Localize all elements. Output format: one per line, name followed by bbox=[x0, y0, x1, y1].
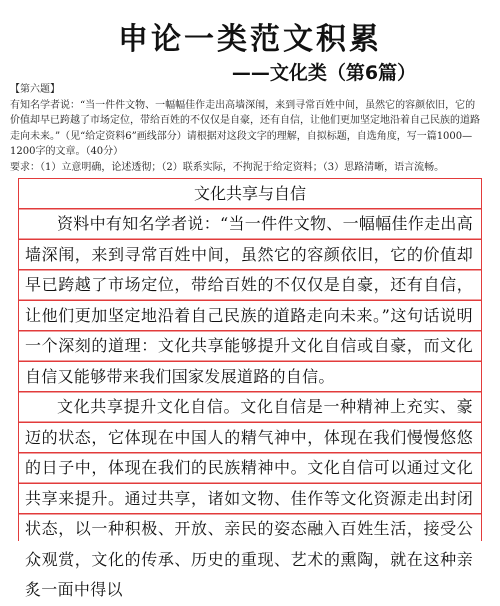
question-material: 有知名学者说：“当一件件文物、一幅幅佳作走出高墙深闱，来到寻常百姓中间，虽然它的容颜依旧，它的价值却早已跨越了市场定位，带给百姓的不仅仅是自豪，还有自信，让他们更加坚定地沿着自己民族的道路走向未来。”（见“给定资料6”画线部分）请根据对这段文字的理解，自拟标题，自选角度，写一篇1000—1200字的文章。（40分） bbox=[10, 99, 480, 157]
question-requirements: 要求：（1）立意明确，论述透彻；（2）联系实际，不拘泥于给定资料；（3）思路清晰，语言流畅。 bbox=[10, 161, 445, 173]
essay-paragraph: 资料中有知名学者说：“当一件件文物、一幅幅佳作走出高墙深闱，来到寻常百姓中间，虽然它的容颜依旧，它的价值却早已跨越了市场定位，带给百姓的不仅仅是自豪，还有自信，让他们更加坚定地沿着自己民族的道路走向未来。”这句话说明一个深刻的道理：文化共享能够提升文化自信或自豪，而文化自信又能够带来我们国家发展道路的自信。 bbox=[25, 214, 473, 386]
essay-sheet bbox=[18, 178, 482, 599]
essay-body bbox=[19, 209, 481, 606]
question-label: 【第六题】 bbox=[10, 84, 60, 95]
page-title: 申论一类范文积累 bbox=[118, 22, 382, 57]
page-subtitle: ——文化类（第6篇） bbox=[231, 62, 417, 84]
essay-paragraph: 文化共享提升文化自信。文化自信是一种精神上充实、豪迈的状态，它体现在中国人的精气神中，体现在我们慢慢悠悠的日子中，体现在我们的民族精神中。文化自信可以通过文化共享来提升。通过共享，诸如文物、佳作等文化资源走出封闭状态，以一种积极、开放、亲民的姿态融入百姓生活，接受公众观赏，文化的传承、历史的重现、艺术的熏陶，就在这种亲炙一面中得以 bbox=[25, 397, 473, 599]
question-prompt bbox=[10, 82, 482, 175]
essay-title: 文化共享与自信 bbox=[193, 184, 306, 203]
